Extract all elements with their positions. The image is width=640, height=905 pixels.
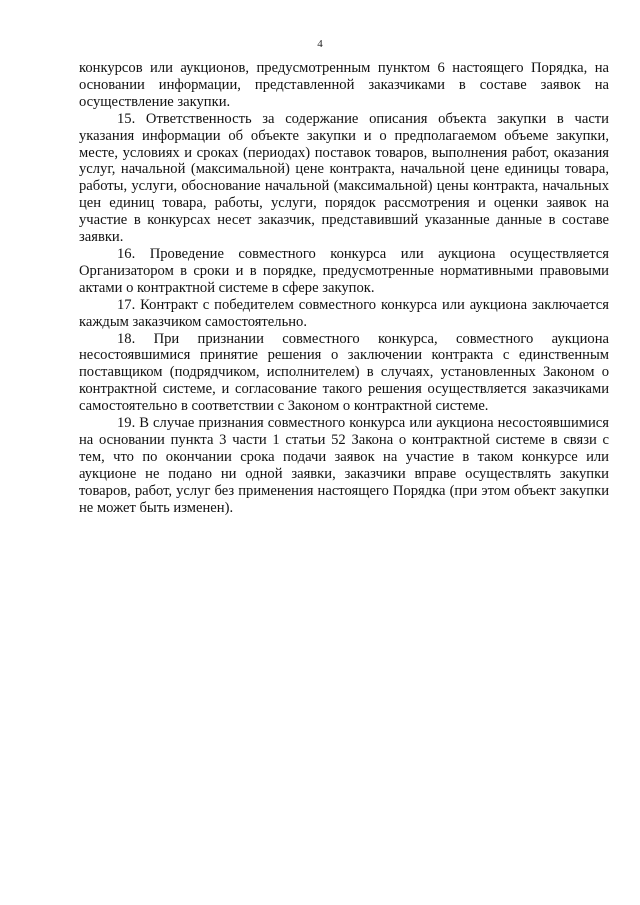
paragraph-item-18: 18. При признании совместного конкурса, совместного аукциона несостоявшимися принятие решения о заключении контракта с единственным поставщиком (подрядчиком, исполнителем) в случаях, установленных Законом о контрактной системе, и согласование такого решения осуществляется заказчиками самостоятельно в соответствии с Законом о контрактной системе. <box>79 330 609 415</box>
document-body <box>79 60 609 516</box>
paragraph-item-19: 19. В случае признания совместного конкурса или аукциона несостоявшимися на основании пункта 3 части 1 статьи 52 Закона о контрактной системе в связи с тем, что по окончании срока подачи заявок на участие в таком конкурсе или аукционе не подано ни одной заявки, заказчики вправе осуществлять закупки товаров, работ, услуг без применения настоящего Порядка (при этом объект закупки не может быть изменен). <box>79 415 609 516</box>
page-number: 4 <box>317 38 323 50</box>
paragraph-item-15: 15. Ответственность за содержание описания объекта закупки в части указания информации об объекте закупки и о предполагаемом объеме закупки, месте, условиях и сроках (периодах) поставок товаров, выполнения работ, оказания услуг, начальной (максимальной) цене контракта, начальной цене единицы товара, работы, услуги, обоснование начальной (максимальной) цены контракта, начальных цен единиц товара, работы, услуги, порядок рассмотрения и оценки заявок на участие в конкурсах несет заказчик, представивший указанные данные в составе заявки. <box>79 110 609 246</box>
paragraph-item-16: 16. Проведение совместного конкурса или аукциона осуществляется Организатором в сроки и в порядке, предусмотренные нормативными правовыми актами о контрактной системе в сфере закупок. <box>79 245 609 296</box>
paragraph-continuation: конкурсов или аукционов, предусмотренным пунктом 6 настоящего Порядка, на основании информации, представленной заказчиками в составе заявок на осуществление закупки. <box>79 60 609 110</box>
paragraph-item-17: 17. Контракт с победителем совместного конкурса или аукциона заключается каждым заказчиком самостоятельно. <box>79 296 609 330</box>
